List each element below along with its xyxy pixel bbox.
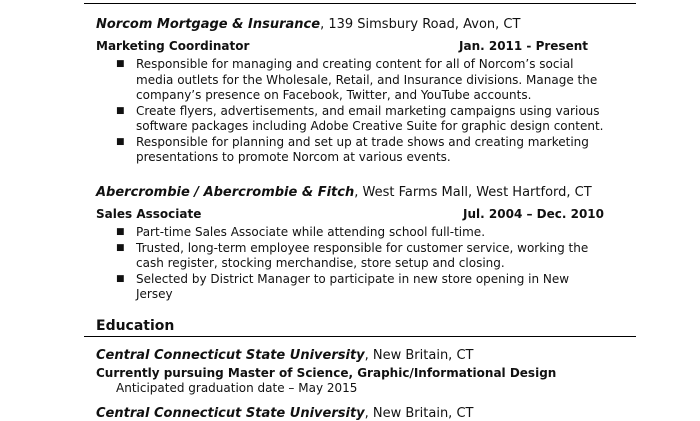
job-title: Marketing Coordinator (96, 39, 250, 53)
list-item: ■ Responsible for managing and creating content for all of Norcom’s social media outlets for the Wholesale, Retail, and Insurance divisions. Manage the company’s presence on Facebook, Twitter, and YouTube accounts. (116, 57, 598, 102)
section-heading: Education (96, 318, 175, 334)
section-divider (84, 336, 636, 337)
job-dates: Jan. 2011 - Present (459, 39, 588, 53)
bullet-icon: ■ (116, 59, 125, 69)
school-line (96, 348, 473, 363)
school-location: , New Britain, CT (364, 348, 474, 363)
list-item: ■ Part-time Sales Associate while attending school full-time. (116, 225, 486, 239)
bullet-icon: ■ (116, 105, 125, 116)
bullet-icon: ■ (116, 136, 125, 147)
degree-line: Currently pursuing Master of Science, Graphic/Informational Design (96, 366, 557, 380)
graduation-note: Anticipated graduation date – May 2015 (116, 381, 358, 395)
list-item: ■ Responsible for planning and set up at trade shows and creating marketing presentations to promote Norcom at various events. (116, 134, 589, 164)
school-location: , New Britain, CT (364, 406, 474, 421)
job-title: Sales Associate (96, 207, 202, 221)
employer-name: Norcom Mortgage & Insurance (96, 17, 321, 32)
bullet-icon: ■ (116, 227, 125, 237)
list-item: ■ Create flyers, advertisements, and email marketing campaigns using various software packages including Adobe Creative Suite for graphic design content. (116, 103, 604, 133)
school-name: Central Connecticut State University (96, 406, 365, 421)
bullet-icon: ■ (116, 273, 125, 284)
job-bullets (116, 225, 606, 303)
list-item: ■ Selected by District Manager to participate in new store opening in New Jersey (116, 271, 570, 301)
job-bullets (116, 57, 606, 166)
employer-name: Abercrombie / Abercrombie & Fitch (96, 185, 355, 200)
list-item: ■ Trusted, long-term employee responsible for customer service, working the cash register, stocking merchandise, store setup and closing. (116, 240, 589, 270)
job-employer-line (96, 185, 592, 200)
bullet-icon: ■ (116, 242, 125, 253)
employer-address: , West Farms Mall, West Hartford, CT (354, 185, 592, 200)
section-divider (84, 3, 636, 4)
school-line (96, 406, 473, 421)
job-employer-line (96, 17, 520, 32)
job-dates: Jul. 2004 – Dec. 2010 (463, 207, 604, 221)
employer-address: , 139 Simsbury Road, Avon, CT (320, 17, 521, 32)
school-name: Central Connecticut State University (96, 348, 365, 363)
